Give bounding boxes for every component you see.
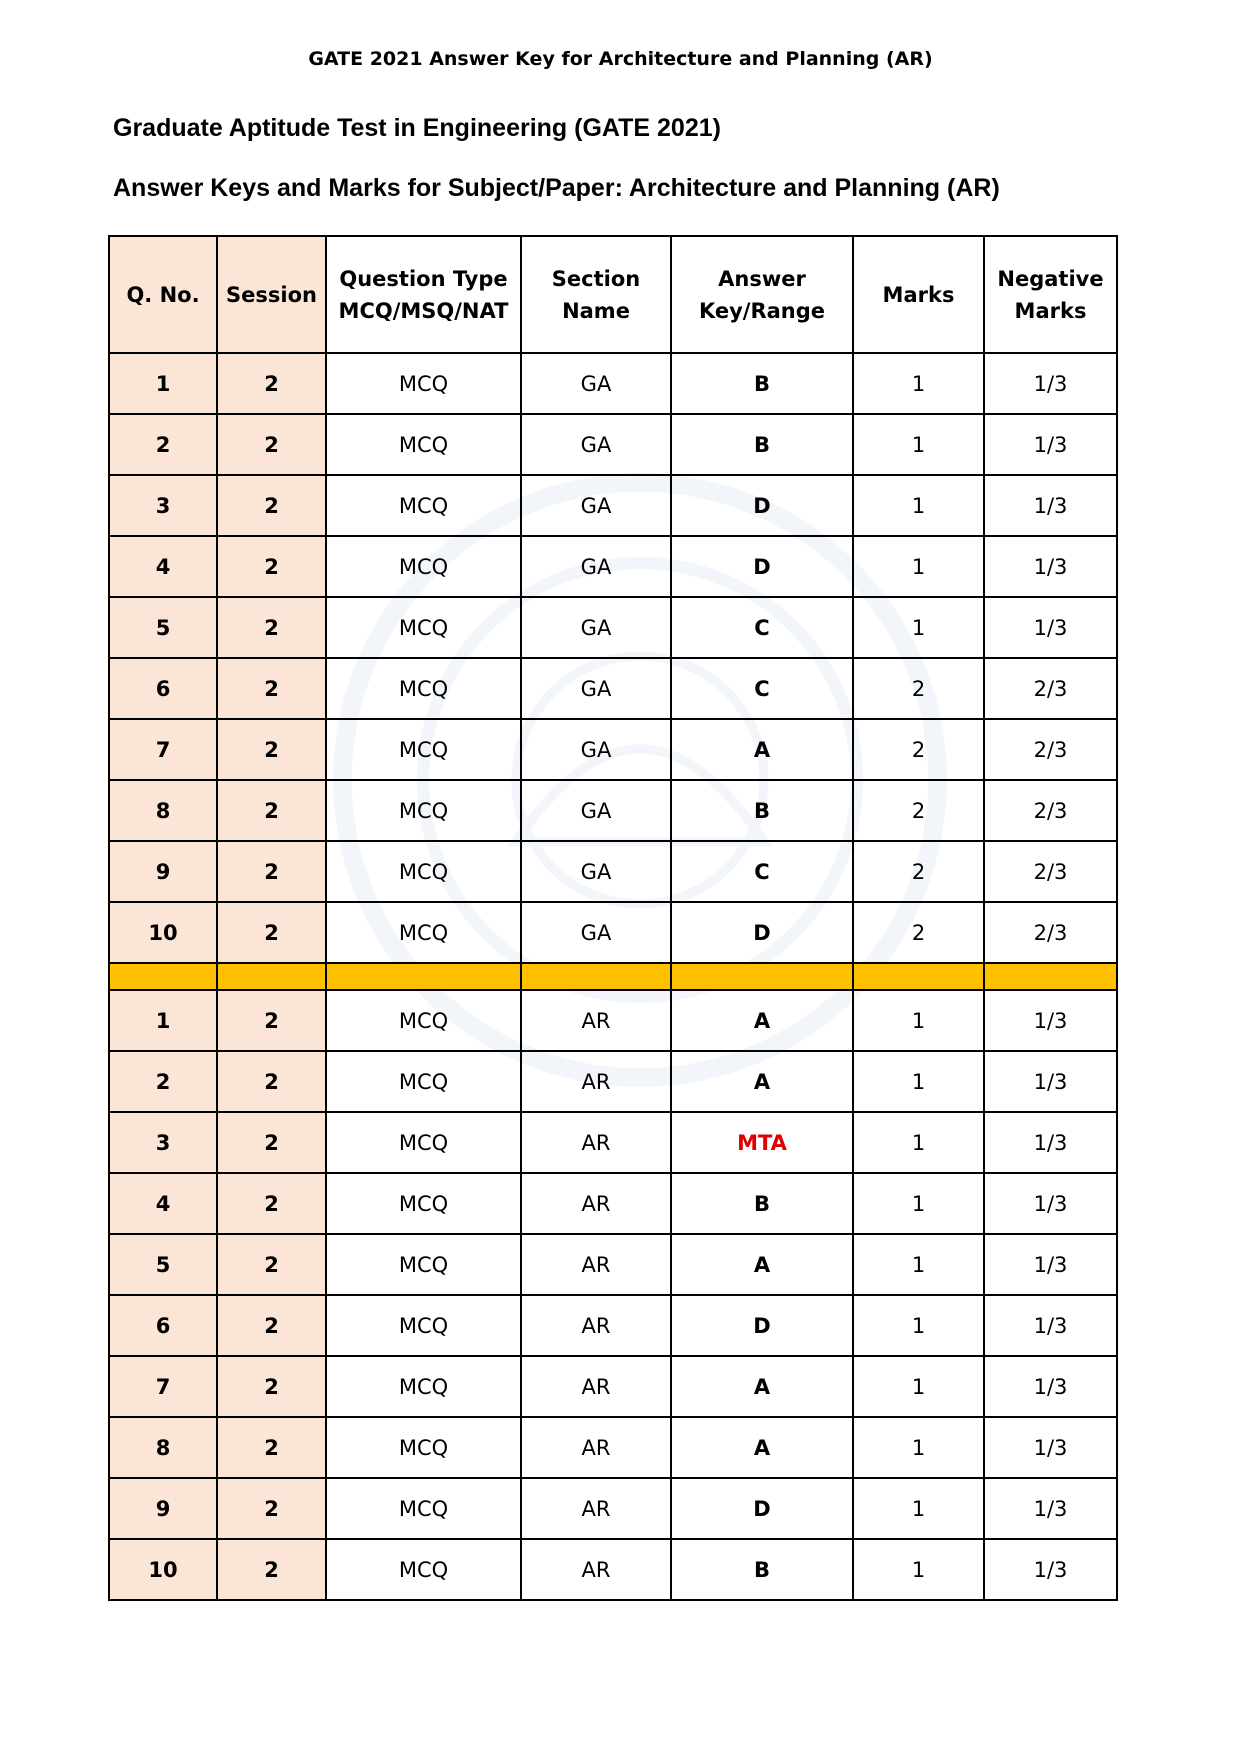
cell-marks: 2	[853, 902, 984, 963]
cell-session: 2	[217, 414, 326, 475]
cell-negative-marks: 1/3	[984, 597, 1117, 658]
cell-section-name: GA	[521, 536, 671, 597]
cell-qno: 5	[109, 1234, 217, 1295]
header-qno: Q. No.	[109, 236, 217, 353]
cell-section-name: GA	[521, 475, 671, 536]
cell-answer-key: C	[671, 658, 853, 719]
cell-negative-marks: 1/3	[984, 1051, 1117, 1112]
cell-answer-key: C	[671, 841, 853, 902]
cell-negative-marks: 2/3	[984, 902, 1117, 963]
cell-marks: 1	[853, 1478, 984, 1539]
cell-session: 2	[217, 1539, 326, 1600]
cell-session: 2	[217, 719, 326, 780]
cell-session: 2	[217, 475, 326, 536]
cell-question-type: MCQ	[326, 1173, 521, 1234]
table-row	[109, 414, 1117, 475]
table-row	[109, 475, 1117, 536]
cell-section-name: AR	[521, 1356, 671, 1417]
cell-answer-key: D	[671, 1478, 853, 1539]
cell-section-name: GA	[521, 780, 671, 841]
table-row	[109, 1356, 1117, 1417]
cell-answer-key: A	[671, 1234, 853, 1295]
cell-section-name: GA	[521, 414, 671, 475]
page-header: GATE 2021 Answer Key for Architecture and Planning (AR)	[308, 48, 933, 70]
cell-session: 2	[217, 1295, 326, 1356]
cell-negative-marks: 1/3	[984, 1478, 1117, 1539]
cell-question-type: MCQ	[326, 1295, 521, 1356]
cell-answer-key: B	[671, 1173, 853, 1234]
cell-marks: 2	[853, 780, 984, 841]
cell-session: 2	[217, 990, 326, 1051]
table-row	[109, 780, 1117, 841]
cell-negative-marks: 1/3	[984, 1295, 1117, 1356]
table-row	[109, 1539, 1117, 1600]
cell-qno: 7	[109, 719, 217, 780]
header-question-type-line1: Question Type	[339, 266, 508, 291]
table-row	[109, 1051, 1117, 1112]
cell-answer-key: A	[671, 1051, 853, 1112]
cell-qno: 8	[109, 780, 217, 841]
cell-qno: 7	[109, 1356, 217, 1417]
ar-section-rows	[109, 990, 1117, 1600]
table-row	[109, 658, 1117, 719]
cell-marks: 1	[853, 1295, 984, 1356]
cell-session: 2	[217, 1356, 326, 1417]
cell-qno: 4	[109, 1173, 217, 1234]
table-row	[109, 1295, 1117, 1356]
cell-question-type: MCQ	[326, 1539, 521, 1600]
cell-negative-marks: 2/3	[984, 719, 1117, 780]
cell-session: 2	[217, 1112, 326, 1173]
cell-question-type: MCQ	[326, 1478, 521, 1539]
cell-question-type: MCQ	[326, 475, 521, 536]
cell-section-name: GA	[521, 841, 671, 902]
cell-negative-marks: 1/3	[984, 536, 1117, 597]
cell-section-name: GA	[521, 719, 671, 780]
cell-section-name: AR	[521, 1295, 671, 1356]
cell-answer-key: D	[671, 1295, 853, 1356]
answer-key-table	[108, 235, 1118, 1601]
cell-session: 2	[217, 1173, 326, 1234]
table-row	[109, 536, 1117, 597]
section-separator	[109, 963, 1117, 990]
cell-question-type: MCQ	[326, 658, 521, 719]
header-negative-marks	[984, 236, 1117, 353]
cell-question-type: MCQ	[326, 1234, 521, 1295]
cell-question-type: MCQ	[326, 719, 521, 780]
header-answer-line1: Answer	[718, 266, 806, 291]
cell-session: 2	[217, 1051, 326, 1112]
cell-negative-marks: 1/3	[984, 1417, 1117, 1478]
cell-negative-marks: 2/3	[984, 780, 1117, 841]
table-row	[109, 719, 1117, 780]
cell-question-type: MCQ	[326, 1112, 521, 1173]
header-section-line1: Section	[551, 266, 641, 291]
cell-marks: 1	[853, 1356, 984, 1417]
cell-section-name: AR	[521, 1112, 671, 1173]
cell-qno: 3	[109, 1112, 217, 1173]
cell-answer-key: A	[671, 990, 853, 1051]
cell-negative-marks: 2/3	[984, 841, 1117, 902]
cell-answer-key: B	[671, 414, 853, 475]
cell-qno: 6	[109, 658, 217, 719]
ga-section-rows	[109, 353, 1117, 963]
cell-marks: 1	[853, 414, 984, 475]
cell-negative-marks: 1/3	[984, 1539, 1117, 1600]
cell-negative-marks: 1/3	[984, 414, 1117, 475]
cell-negative-marks: 1/3	[984, 1173, 1117, 1234]
cell-question-type: MCQ	[326, 902, 521, 963]
cell-qno: 2	[109, 1051, 217, 1112]
cell-section-name: AR	[521, 1234, 671, 1295]
cell-question-type: MCQ	[326, 780, 521, 841]
cell-answer-key: MTA	[671, 1112, 853, 1173]
cell-answer-key: B	[671, 780, 853, 841]
cell-section-name: AR	[521, 1173, 671, 1234]
cell-marks: 1	[853, 1051, 984, 1112]
cell-marks: 1	[853, 990, 984, 1051]
header-question-type-line2: MCQ/MSQ/NAT	[338, 298, 509, 323]
cell-answer-key: D	[671, 536, 853, 597]
cell-session: 2	[217, 902, 326, 963]
cell-negative-marks: 1/3	[984, 353, 1117, 414]
cell-section-name: AR	[521, 1539, 671, 1600]
cell-question-type: MCQ	[326, 841, 521, 902]
header-section-name	[521, 236, 671, 353]
cell-marks: 1	[853, 597, 984, 658]
cell-question-type: MCQ	[326, 597, 521, 658]
cell-negative-marks: 1/3	[984, 1234, 1117, 1295]
cell-marks: 1	[853, 1234, 984, 1295]
cell-session: 2	[217, 1478, 326, 1539]
cell-marks: 1	[853, 1539, 984, 1600]
cell-marks: 1	[853, 536, 984, 597]
table-row	[109, 841, 1117, 902]
cell-question-type: MCQ	[326, 536, 521, 597]
header-question-type	[326, 236, 521, 353]
table-row	[109, 902, 1117, 963]
cell-qno: 8	[109, 1417, 217, 1478]
header-negative-line1: Negative	[997, 266, 1104, 291]
cell-answer-key: A	[671, 1356, 853, 1417]
cell-qno: 1	[109, 990, 217, 1051]
cell-qno: 10	[109, 1539, 217, 1600]
table-header-row	[109, 236, 1117, 353]
table-row	[109, 353, 1117, 414]
header-answer-line2: Key/Range	[698, 298, 826, 323]
cell-section-name: AR	[521, 1051, 671, 1112]
table-row	[109, 1417, 1117, 1478]
header-section-line2: Name	[562, 298, 630, 323]
header-marks: Marks	[853, 236, 984, 353]
cell-negative-marks: 1/3	[984, 990, 1117, 1051]
cell-section-name: AR	[521, 1478, 671, 1539]
cell-qno: 2	[109, 414, 217, 475]
cell-question-type: MCQ	[326, 990, 521, 1051]
cell-answer-key: B	[671, 1539, 853, 1600]
cell-qno: 3	[109, 475, 217, 536]
cell-negative-marks: 2/3	[984, 658, 1117, 719]
cell-marks: 1	[853, 353, 984, 414]
cell-marks: 2	[853, 719, 984, 780]
header-negative-line2: Marks	[1014, 298, 1087, 323]
cell-question-type: MCQ	[326, 1051, 521, 1112]
table-row	[109, 1112, 1117, 1173]
header-session: Session	[217, 236, 326, 353]
cell-session: 2	[217, 658, 326, 719]
cell-question-type: MCQ	[326, 353, 521, 414]
cell-session: 2	[217, 536, 326, 597]
cell-qno: 1	[109, 353, 217, 414]
cell-qno: 4	[109, 536, 217, 597]
cell-section-name: GA	[521, 597, 671, 658]
cell-session: 2	[217, 1417, 326, 1478]
table-row	[109, 1234, 1117, 1295]
cell-section-name: AR	[521, 1417, 671, 1478]
separator-row	[109, 963, 1117, 990]
cell-marks: 2	[853, 841, 984, 902]
cell-session: 2	[217, 841, 326, 902]
document-subtitle: Answer Keys and Marks for Subject/Paper: Architecture and Planning (AR)	[113, 174, 1000, 202]
cell-negative-marks: 1/3	[984, 475, 1117, 536]
cell-marks: 1	[853, 1112, 984, 1173]
cell-section-name: GA	[521, 658, 671, 719]
cell-negative-marks: 1/3	[984, 1112, 1117, 1173]
cell-marks: 1	[853, 475, 984, 536]
cell-answer-key: C	[671, 597, 853, 658]
cell-qno: 6	[109, 1295, 217, 1356]
cell-question-type: MCQ	[326, 1417, 521, 1478]
header-answer-key	[671, 236, 853, 353]
cell-qno: 5	[109, 597, 217, 658]
cell-question-type: MCQ	[326, 414, 521, 475]
table-row	[109, 597, 1117, 658]
table-row	[109, 990, 1117, 1051]
cell-session: 2	[217, 597, 326, 658]
cell-answer-key: A	[671, 719, 853, 780]
table-row	[109, 1173, 1117, 1234]
cell-qno: 9	[109, 841, 217, 902]
cell-section-name: GA	[521, 902, 671, 963]
cell-answer-key: D	[671, 475, 853, 536]
cell-session: 2	[217, 1234, 326, 1295]
cell-qno: 9	[109, 1478, 217, 1539]
document-title: Graduate Aptitude Test in Engineering (GATE 2021)	[113, 114, 721, 142]
cell-qno: 10	[109, 902, 217, 963]
cell-answer-key: D	[671, 902, 853, 963]
cell-section-name: GA	[521, 353, 671, 414]
cell-session: 2	[217, 353, 326, 414]
cell-answer-key: A	[671, 1417, 853, 1478]
cell-marks: 2	[853, 658, 984, 719]
cell-negative-marks: 1/3	[984, 1356, 1117, 1417]
cell-session: 2	[217, 780, 326, 841]
cell-section-name: AR	[521, 990, 671, 1051]
cell-question-type: MCQ	[326, 1356, 521, 1417]
cell-marks: 1	[853, 1417, 984, 1478]
table-row	[109, 1478, 1117, 1539]
cell-marks: 1	[853, 1173, 984, 1234]
cell-answer-key: B	[671, 353, 853, 414]
